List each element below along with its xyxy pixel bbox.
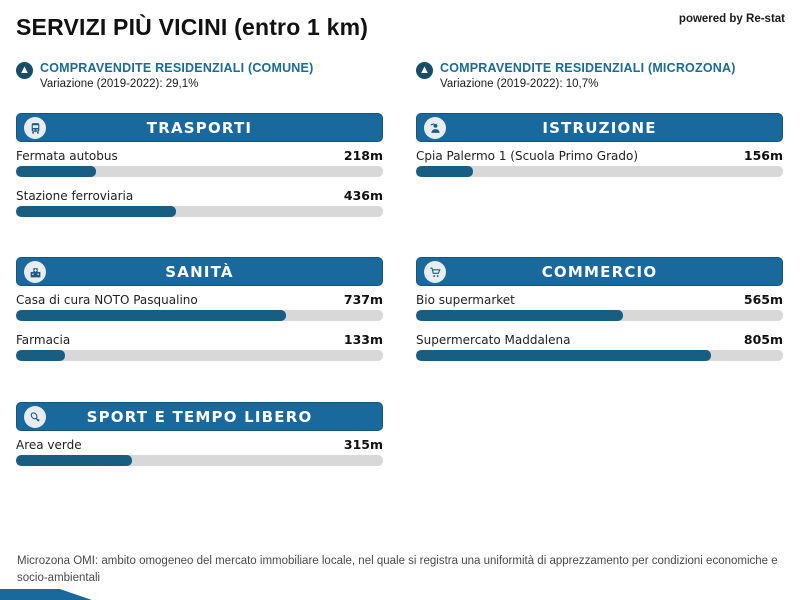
powered-by-label: powered by Re-stat [678,13,785,25]
service-row [416,148,783,177]
distance-bar-track [16,166,383,177]
card-rows [16,142,383,217]
service-row [416,292,783,321]
service-distance: 218m [343,148,383,163]
service-label: Cpia Palermo 1 (Scuola Primo Grado) [416,149,638,163]
card-title: SANITÀ [165,262,234,281]
distance-bar-fill [16,455,132,466]
student-icon [424,117,446,139]
kpi-title: COMPRAVENDITE RESIDENZIALI (MICROZONA) [440,61,736,75]
card-title: SPORT E TEMPO LIBERO [86,407,313,426]
tennis-racket-icon [24,406,46,428]
service-label: Bio supermarket [416,293,515,307]
card-rows [16,286,383,361]
kpi-title: COMPRAVENDITE RESIDENZIALI (COMUNE) [40,61,314,75]
card-header [16,402,383,431]
service-distance: 315m [343,437,383,452]
card-trasporti [16,113,383,228]
kpi-text-block [440,61,736,90]
service-row [416,332,783,361]
card-sport [16,402,383,477]
service-distance: 133m [343,332,383,347]
card-title: TRASPORTI [146,118,253,137]
distance-bar-track [416,350,783,361]
service-label: Stazione ferroviaria [16,189,134,203]
service-row [16,332,383,361]
card-istruzione [416,113,783,188]
card-rows [16,431,383,466]
service-label: Farmacia [16,333,71,347]
card-rows [416,142,783,177]
card-header [16,257,383,286]
service-distance: 805m [743,332,783,347]
distance-bar-fill [16,310,286,321]
distance-bar-fill [16,350,65,361]
card-header [416,113,783,142]
service-label: Fermata autobus [16,149,118,163]
distance-bar-track [16,350,383,361]
kpi-text-block [40,61,313,90]
distance-bar-fill [416,166,473,177]
distance-bar-track [416,166,783,177]
shopping-cart-icon [424,261,446,283]
service-distance: 737m [343,292,383,307]
service-label: Area verde [16,438,82,452]
bus-icon [24,117,46,139]
service-distance: 436m [343,188,383,203]
distance-bar-fill [416,310,623,321]
card-title: ISTRUZIONE [542,118,657,137]
kpi-comune [16,61,396,90]
card-header [16,113,383,142]
distance-bar-fill [16,166,96,177]
delta-triangle-icon: ▲ [16,62,33,79]
delta-triangle-icon: ▲ [416,62,433,79]
page-title: SERVIZI PIÙ VICINI (entro 1 km) [16,14,369,40]
distance-bar-track [416,310,783,321]
card-header [416,257,783,286]
card-rows [416,286,783,361]
distance-bar-fill [416,350,711,361]
footer-note: Microzona OMI: ambito omogeneo del mercato immobiliare locale, nel quale si registra una uniformità di apprezzamento per condizioni economiche e socio-ambientali [17,555,778,585]
distance-bar-track [16,455,383,466]
service-row [16,188,383,217]
kpi-subtitle: Variazione (2019-2022): 29,1% [40,78,199,90]
kpi-microzona [416,61,796,90]
card-sanita [16,257,383,372]
service-label: Casa di cura NOTO Pasqualino [16,293,198,307]
service-row [16,292,383,321]
card-commercio [416,257,783,372]
hospital-icon [24,261,46,283]
distance-bar-track [16,310,383,321]
distance-bar-fill [16,206,176,217]
kpi-subtitle: Variazione (2019-2022): 10,7% [440,78,599,90]
distance-bar-track [16,206,383,217]
service-label: Supermercato Maddalena [416,333,571,347]
service-row [16,148,383,177]
corner-decoration [0,589,92,600]
card-title: COMMERCIO [541,262,658,281]
service-distance: 156m [743,148,783,163]
service-row [16,437,383,466]
service-distance: 565m [743,292,783,307]
